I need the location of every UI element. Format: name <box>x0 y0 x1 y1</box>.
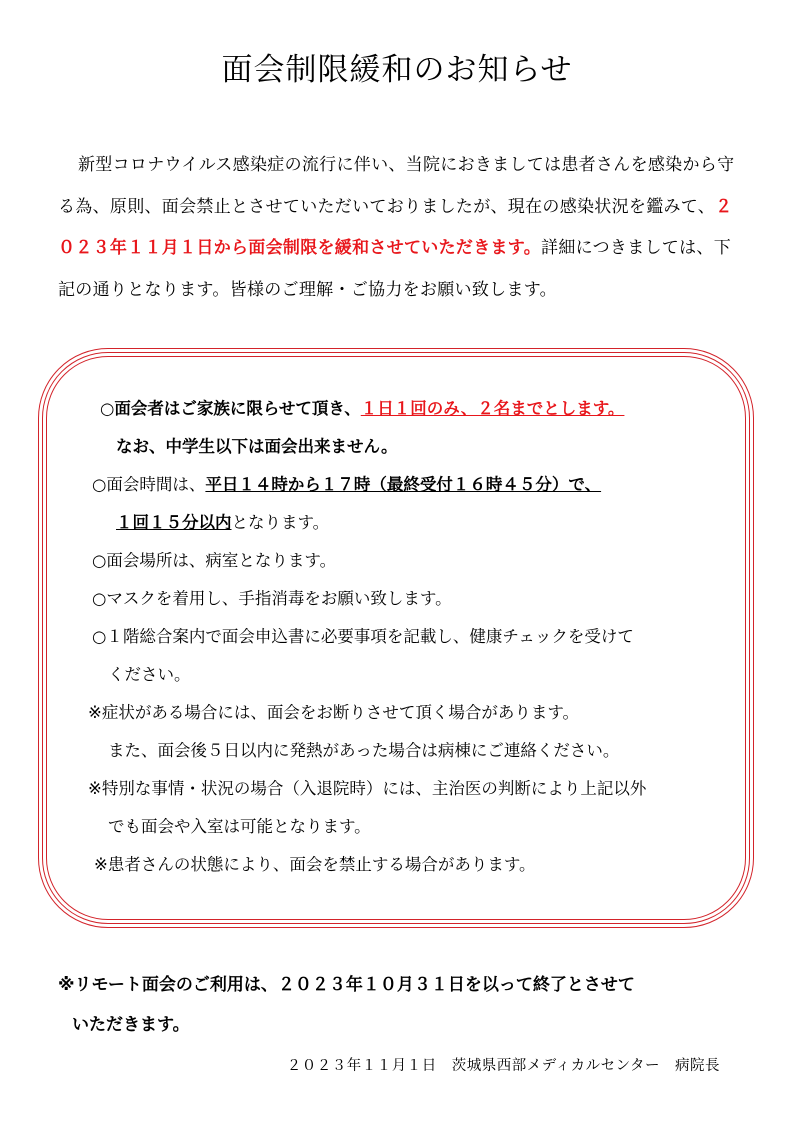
intro-text-1: 新型コロナウイルス感染症の流行に伴い、当院におきましては患者さんを感染から守る為、原則、面会禁止とさせていただいておりましたが、現在の感染状況を鑑みて、 <box>58 155 735 217</box>
remote-notice-line-1: ※リモート面会のご利用は、２０２３年１０月３１日を以って終了とさせて <box>58 975 635 995</box>
rule-hours: ○面会時間は、平日１４時から１７時（最終受付１６時４５分）で、 <box>92 475 602 494</box>
rule-mask: ○マスクを着用し、手指消毒をお願い致します。 <box>92 589 452 608</box>
page-title: 面会制限緩和のお知らせ <box>221 52 573 88</box>
rule-visitors-limit: １日１回のみ、２名までとします。 <box>360 399 625 418</box>
note-special-cont: でも面会や入室は可能となります。 <box>108 817 371 836</box>
remote-notice <box>58 965 748 1045</box>
note-special: ※特別な事情・状況の場合（入退院時）には、主治医の判断により上記以外 <box>88 779 647 798</box>
note-symptoms: ※症状がある場合には、面会をお断りさせて頂く場合があります。 <box>88 703 580 722</box>
intro-paragraph <box>58 145 738 311</box>
note-condition: ※患者さんの状態により、面会を禁止する場合があります。 <box>94 855 536 874</box>
intro-text-2: 詳細につきましては、下記の通りとなります。皆様のご理解・ご協力をお願い致します。 <box>58 238 732 300</box>
rule-application: ○１階総合案内で面会申込書に必要事項を記載し、健康チェックを受けて <box>92 627 634 646</box>
rules-box <box>88 390 728 884</box>
rule-place: ○面会場所は、病室となります。 <box>92 551 337 570</box>
rule-visitors: ○面会者はご家族に限らせて頂き、１日１回のみ、２名までとします。 <box>100 399 625 418</box>
note-symptoms-cont: また、面会後５日以内に発熱があった場合は病棟にご連絡ください。 <box>108 741 620 760</box>
rule-visitors-note: なお、中学生以下は面会出来ません。 <box>116 437 398 456</box>
rule-hours-duration: １回１５分以内となります。 <box>116 513 330 532</box>
remote-notice-line-2: いただきます。 <box>72 1015 190 1035</box>
rule-application-cont: ください。 <box>108 665 191 684</box>
signature: ２０２３年１１月１日 茨城県西部メディカルセンター 病院長 <box>286 1058 720 1074</box>
rule-hours-time: 平日１４時から１７時（最終受付１６時４５分）で、 <box>205 475 602 494</box>
intro-highlight: ２０２３年１１月１日から面会制限を緩和させていただきます。 <box>58 196 733 258</box>
